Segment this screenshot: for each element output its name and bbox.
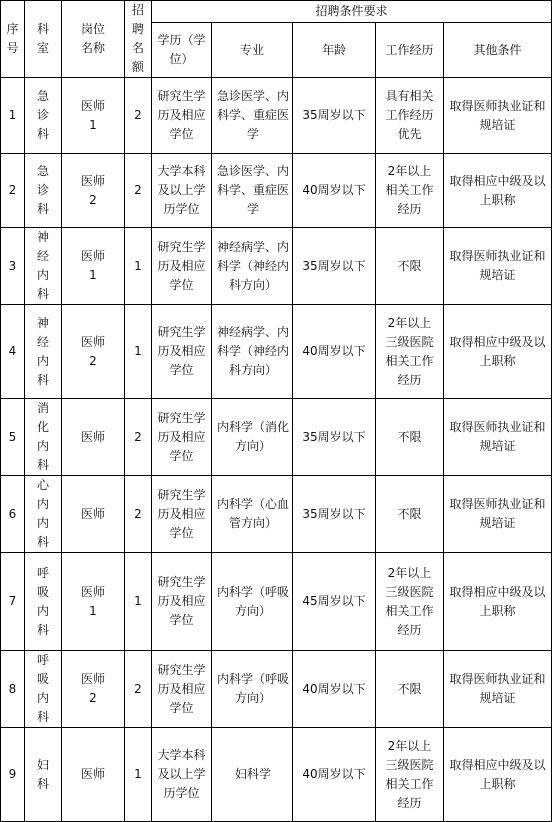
cell-education bbox=[152, 399, 212, 476]
cell-other bbox=[444, 651, 552, 728]
cell-major bbox=[212, 228, 293, 305]
cell-education-text: 研究生学历及相应学位 bbox=[157, 325, 206, 377]
cell-other-text: 取得相应中级及以上职称 bbox=[449, 334, 546, 368]
cell-quota: 2 bbox=[125, 399, 152, 476]
cell-age: 40周岁以下 bbox=[293, 305, 376, 399]
cell-other-text: 取得医师执业证和规培证 bbox=[449, 249, 546, 282]
cell-other-text: 取得医师执业证和规培证 bbox=[449, 420, 546, 453]
cell-experience-text: 不限 bbox=[397, 258, 422, 273]
cell-education-text: 研究生学历及相应学位 bbox=[157, 410, 206, 463]
cell-dept bbox=[25, 154, 62, 228]
cell-education bbox=[152, 228, 212, 305]
header-seq: 序号 bbox=[1, 1, 25, 78]
table-row bbox=[1, 154, 552, 228]
cell-seq: 8 bbox=[1, 651, 25, 728]
cell-major bbox=[212, 651, 293, 728]
cell-other bbox=[444, 399, 552, 476]
header-dept: 科室 bbox=[25, 1, 62, 78]
cell-education bbox=[152, 154, 212, 228]
cell-other-text: 取得医师执业证和规培证 bbox=[449, 672, 546, 705]
cell-major-text: 神经病学、内科学（神经内科方向） bbox=[216, 239, 289, 292]
cell-other bbox=[444, 228, 552, 305]
cell-seq: 6 bbox=[1, 476, 25, 553]
cell-major-text: 神经病学、内科学（神经内科方向） bbox=[216, 325, 289, 377]
cell-quota: 2 bbox=[125, 651, 152, 728]
cell-quota: 2 bbox=[125, 476, 152, 553]
cell-position-text: 医师2 bbox=[80, 672, 105, 705]
table-row bbox=[1, 728, 552, 822]
cell-major bbox=[212, 476, 293, 553]
cell-other bbox=[444, 78, 552, 154]
cell-major-text: 急诊医学、内科学、重症医学 bbox=[216, 89, 289, 141]
cell-experience bbox=[376, 154, 444, 228]
cell-experience-text: 具有相关工作经历优先 bbox=[385, 89, 434, 141]
cell-quota: 2 bbox=[125, 78, 152, 154]
cell-experience bbox=[376, 305, 444, 399]
cell-age: 45周岁以下 bbox=[293, 553, 376, 651]
cell-other bbox=[444, 154, 552, 228]
cell-major-text: 内科学（心血管方向） bbox=[216, 497, 289, 530]
cell-other-text: 取得相应中级及以上职称 bbox=[449, 757, 546, 791]
cell-position-text: 医师 bbox=[80, 767, 105, 781]
cell-experience-text: 不限 bbox=[397, 506, 422, 521]
cell-major bbox=[212, 154, 293, 228]
cell-dept bbox=[25, 399, 62, 476]
cell-age: 35周岁以下 bbox=[293, 228, 376, 305]
cell-experience bbox=[376, 553, 444, 651]
table-row bbox=[1, 553, 552, 651]
cell-age: 40周岁以下 bbox=[293, 651, 376, 728]
cell-major bbox=[212, 553, 293, 651]
cell-position bbox=[62, 476, 125, 553]
cell-dept-text: 呼吸内科 bbox=[36, 653, 49, 724]
cell-experience-text: 不限 bbox=[397, 681, 422, 696]
cell-age: 40周岁以下 bbox=[293, 728, 376, 822]
cell-major-text: 急诊医学、内科学、重症医学 bbox=[216, 164, 289, 216]
cell-experience bbox=[376, 78, 444, 154]
table-row bbox=[1, 305, 552, 399]
cell-education-text: 大学本科及以上学历学位 bbox=[157, 164, 206, 216]
cell-major-text: 妇科学 bbox=[234, 767, 271, 781]
header-quota: 招聘名额 bbox=[125, 1, 152, 78]
cell-age: 40周岁以下 bbox=[293, 154, 376, 228]
header-other: 其他条件 bbox=[444, 23, 552, 78]
cell-dept bbox=[25, 553, 62, 651]
cell-age: 35周岁以下 bbox=[293, 476, 376, 553]
cell-major-text: 内科学（呼吸方向） bbox=[216, 672, 289, 705]
cell-position-text: 医师1 bbox=[80, 98, 105, 132]
cell-education bbox=[152, 78, 212, 154]
cell-dept bbox=[25, 228, 62, 305]
cell-quota: 1 bbox=[125, 228, 152, 305]
cell-education-text: 研究生学历及相应学位 bbox=[157, 239, 206, 292]
header-experience: 工作经历 bbox=[376, 23, 444, 78]
cell-experience bbox=[376, 476, 444, 553]
cell-position-text: 医师2 bbox=[80, 173, 105, 207]
cell-experience bbox=[376, 228, 444, 305]
table-row bbox=[1, 78, 552, 154]
cell-other-text: 取得医师执业证和规培证 bbox=[449, 497, 546, 530]
cell-dept-text: 神经内科 bbox=[36, 230, 49, 301]
cell-experience bbox=[376, 399, 444, 476]
cell-seq: 3 bbox=[1, 228, 25, 305]
table-row bbox=[1, 476, 552, 553]
cell-education-text: 研究生学历及相应学位 bbox=[157, 575, 206, 627]
cell-position-text: 医师1 bbox=[80, 584, 105, 618]
cell-major bbox=[212, 305, 293, 399]
cell-experience-text: 2年以上相关工作经历 bbox=[385, 164, 434, 216]
cell-education bbox=[152, 476, 212, 553]
cell-dept bbox=[25, 651, 62, 728]
cell-experience bbox=[376, 728, 444, 822]
cell-seq: 4 bbox=[1, 305, 25, 399]
cell-position bbox=[62, 399, 125, 476]
cell-seq: 5 bbox=[1, 399, 25, 476]
table-row bbox=[1, 228, 552, 305]
cell-position bbox=[62, 651, 125, 728]
cell-quota: 1 bbox=[125, 728, 152, 822]
cell-experience-text: 2年以上三级医院相关工作经历 bbox=[385, 738, 434, 810]
cell-seq: 9 bbox=[1, 728, 25, 822]
cell-quota: 1 bbox=[125, 553, 152, 651]
cell-dept-text: 急诊科 bbox=[36, 164, 49, 216]
table-row bbox=[1, 651, 552, 728]
cell-other bbox=[444, 476, 552, 553]
cell-position bbox=[62, 728, 125, 822]
cell-position bbox=[62, 154, 125, 228]
cell-other bbox=[444, 553, 552, 651]
cell-seq: 1 bbox=[1, 78, 25, 154]
cell-dept-text: 消化内科 bbox=[36, 401, 49, 472]
cell-major bbox=[212, 78, 293, 154]
cell-position-text: 医师2 bbox=[80, 334, 105, 368]
cell-major bbox=[212, 399, 293, 476]
cell-other-text: 取得相应中级及以上职称 bbox=[449, 584, 546, 618]
cell-position-text: 医师1 bbox=[80, 249, 105, 282]
cell-other bbox=[444, 305, 552, 399]
cell-dept bbox=[25, 305, 62, 399]
cell-experience-text: 不限 bbox=[397, 429, 422, 444]
header-age: 年龄 bbox=[293, 23, 376, 78]
cell-dept-text: 急诊科 bbox=[36, 89, 49, 141]
cell-dept bbox=[25, 476, 62, 553]
cell-education bbox=[152, 651, 212, 728]
cell-dept bbox=[25, 728, 62, 822]
header-position: 岗位名称 bbox=[62, 1, 125, 78]
cell-experience-text: 2年以上三级医院相关工作经历 bbox=[385, 315, 434, 387]
table-row bbox=[1, 399, 552, 476]
cell-major-text: 内科学（呼吸方向） bbox=[216, 584, 289, 618]
cell-education-text: 大学本科及以上学历学位 bbox=[157, 748, 206, 800]
cell-position bbox=[62, 305, 125, 399]
cell-position bbox=[62, 553, 125, 651]
cell-experience-text: 2年以上三级医院相关工作经历 bbox=[385, 565, 434, 637]
cell-age: 35周岁以下 bbox=[293, 78, 376, 154]
cell-other bbox=[444, 728, 552, 822]
cell-position bbox=[62, 228, 125, 305]
cell-position bbox=[62, 78, 125, 154]
cell-position-text: 医师 bbox=[80, 506, 105, 521]
cell-dept bbox=[25, 78, 62, 154]
header-major: 专业 bbox=[212, 23, 293, 78]
cell-seq: 2 bbox=[1, 154, 25, 228]
cell-experience bbox=[376, 651, 444, 728]
cell-dept-text: 心内内科 bbox=[36, 478, 49, 549]
cell-major bbox=[212, 728, 293, 822]
cell-education bbox=[152, 728, 212, 822]
cell-education bbox=[152, 553, 212, 651]
cell-quota: 1 bbox=[125, 305, 152, 399]
cell-education bbox=[152, 305, 212, 399]
cell-other-text: 取得医师执业证和规培证 bbox=[449, 98, 546, 132]
cell-education-text: 研究生学历及相应学位 bbox=[157, 662, 206, 715]
cell-education-text: 研究生学历及相应学位 bbox=[157, 487, 206, 540]
cell-quota: 2 bbox=[125, 154, 152, 228]
cell-age: 35周岁以下 bbox=[293, 399, 376, 476]
cell-dept-text: 神经内科 bbox=[36, 315, 49, 387]
cell-other-text: 取得相应中级及以上职称 bbox=[449, 173, 546, 207]
cell-dept-text: 呼吸内科 bbox=[36, 565, 49, 637]
header-requirements: 招聘条件要求 bbox=[152, 1, 552, 23]
cell-position-text: 医师 bbox=[80, 429, 105, 444]
cell-education-text: 研究生学历及相应学位 bbox=[157, 89, 206, 141]
cell-seq: 7 bbox=[1, 553, 25, 651]
header-education: 学历（学位） bbox=[152, 23, 212, 78]
cell-major-text: 内科学（消化方向） bbox=[216, 420, 289, 453]
cell-dept-text: 妇科 bbox=[36, 757, 49, 791]
